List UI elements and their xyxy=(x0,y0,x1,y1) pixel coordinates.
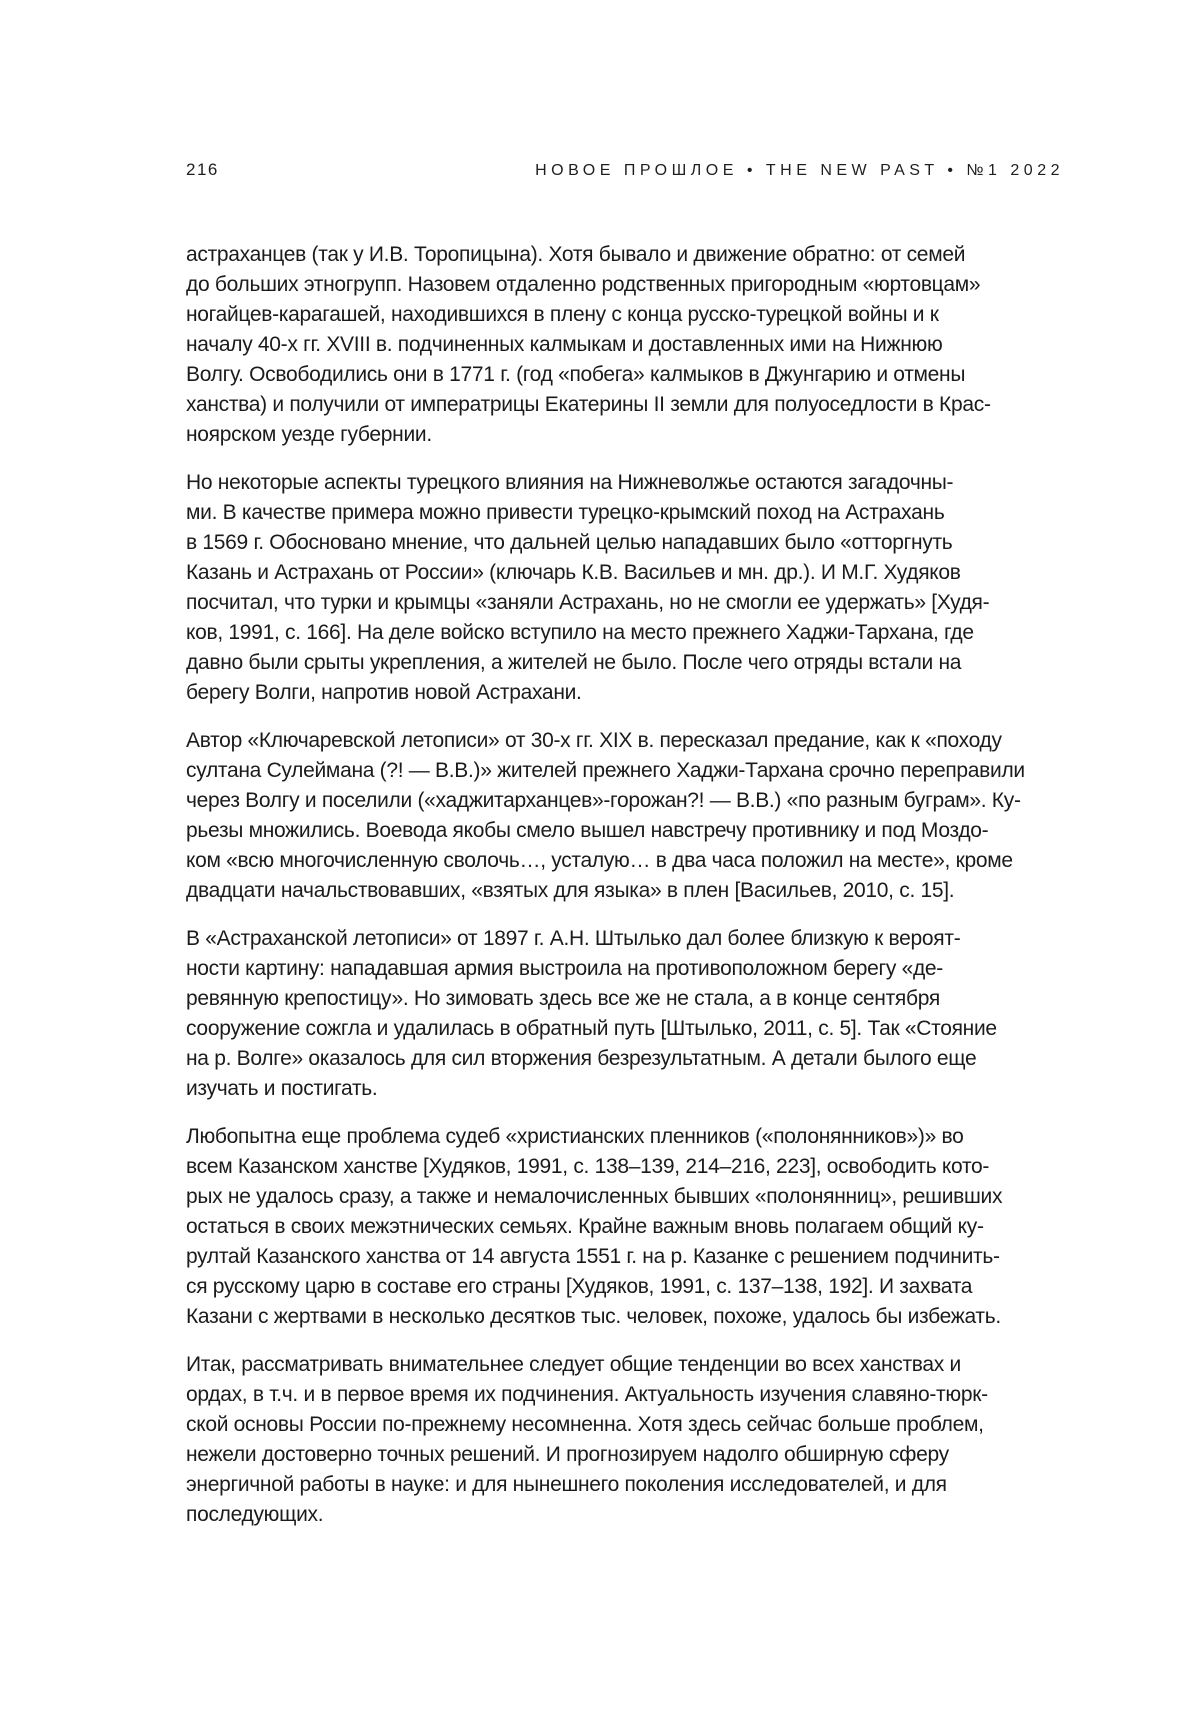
paragraph-6: Итак, рассматривать внимательнее следует общие тенденции во всех ханствах и ордах, в т.ч. и в первое время их подчинения. Актуальность изучения славяно-тюрк- ской основы России по-прежнему несомненна. Хотя здесь сейчас больше проблем, нежели достоверно точных решений. И прогнозируем надолго обширную сферу энергичной работы в науке: и для нынешнего поколения исследователей, и для последующих. xyxy=(186,1353,988,1526)
article-body xyxy=(186,240,1076,1548)
paragraph-3: Автор «Ключаревской летописи» от 30-х гг. XIX в. пересказал предание, как к «походу султана Сулеймана (?! — В.В.)» жителей прежнего Хаджи-Тархана срочно переправили через Волгу и поселили («хаджитарханцев»-горожан?! — В.В.) «по разным буграм». Ку- рьезы множились. Воевода якобы смело вышел навстречу противнику и под Моздо- ком «всю многочисленную сволочь…, усталую… в два часа положил на месте», кроме двадцати начальствовавших, «взятых для языка» в плен [Васильев, 2010, с. 15]. xyxy=(186,729,1025,902)
page-header xyxy=(186,160,1064,180)
running-title: НОВОЕ ПРОШЛОЕ • THE NEW PAST • №1 2022 xyxy=(535,162,1064,179)
paragraph-2: Но некоторые аспекты турецкого влияния на Нижневолжье остаются загадочны- ми. В качестве примера можно привести турецко-крымский поход на Астрахань в 1569 г. Обосновано мнение, что дальней целью нападавших было «отторгнуть Казань и Астрахань от России» (ключарь К.В. Васильев и мн. др.). И М.Г. Худяков посчитал, что турки и крымцы «заняли Астрахань, но не смогли ее удержать» [Худя- ков, 1991, с. 166]. На деле войско вступило на место прежнего Хаджи-Тархана, где давно были срыты укрепления, а жителей не было. После чего отряды встали на берегу Волги, напротив новой Астрахани. xyxy=(186,471,990,704)
paragraph-5: Любопытна еще проблема судеб «христианских пленников («полонянников»)» во всем Казанском ханстве [Худяков, 1991, с. 138–139, 214–216, 223], освободить кото- рых не удалось сразу, а также и немалочисленных бывших «полонянниц», решивших остаться в своих межэтнических семьях. Крайне важным вновь полагаем общий ку- рултай Казанского ханства от 14 августа 1551 г. на р. Казанке с решением подчинить- ся русскому царю в составе его страны [Худяков, 1991, с. 137–138, 192]. И захвата Казани с жертвами в несколько десятков тыс. человек, похоже, удалось бы избежать. xyxy=(186,1125,1003,1328)
paragraph-4: В «Астраханской летописи» от 1897 г. А.Н. Штылько дал более близкую к вероят- ности картину: нападавшая армия выстроила на противоположном берегу «де- ревянную крепостицу». Но зимовать здесь все же не стала, а в конце сентября сооружение сожгла и удалилась в обратный путь [Штылько, 2011, с. 5]. Так «Стояние на р. Волге» оказалось для сил вторжения безрезультатным. А детали былого еще изучать и постигать. xyxy=(186,927,997,1100)
page-number: 216 xyxy=(186,160,219,179)
paragraph-1: астраханцев (так у И.В. Торопицына). Хотя бывало и движение обратно: от семей до больших этногрупп. Назовем отдаленно родственных пригородным «юртовцам» ногайцев-карагашей, находившихся в плену с конца русско-турецкой войны и к началу 40-х гг. XVIII в. подчиненных калмыкам и доставленных ими на Нижнюю Волгу. Освободились они в 1771 г. (год «побега» калмыков в Джунгарию и отмены ханства) и получили от императрицы Екатерины II земли для полуоседлости в Крас- ноярском уезде губернии. xyxy=(186,243,991,446)
